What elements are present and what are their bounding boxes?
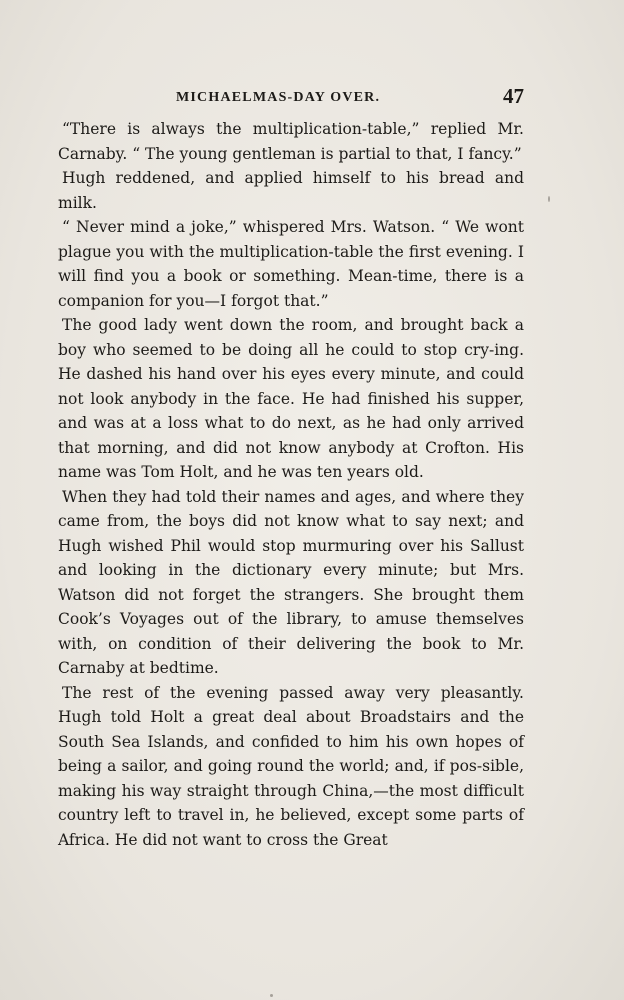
paragraph: Hugh reddened, and applied himself to his bread and milk. bbox=[58, 169, 524, 212]
running-title: MICHAELMAS-DAY OVER. bbox=[176, 90, 381, 105]
page-number: 47 bbox=[503, 84, 524, 108]
running-header bbox=[58, 84, 524, 114]
body-text bbox=[58, 117, 524, 852]
paragraph: “ Never mind a joke,” whispered Mrs. Watson. “ We wont plague you with the multiplication-table the first evening. I will find you a book or something. Mean-time, there is a companion for you—I forgot that.” bbox=[58, 218, 524, 310]
paragraph: When they had told their names and ages, and where they came from, the boys did not know what to say next; and Hugh wished Phil would stop murmuring over his Sallust and looking in the dictionary every minute; but Mrs. Watson did not forget the strangers. She brought them Cook’s Voyages out of the library, to amuse themselves with, on condition of their delivering the book to Mr. Carnaby at bedtime. bbox=[58, 487, 524, 677]
paragraph: “There is always the multiplication-table,” replied Mr. Carnaby. “ The young gentleman is partial to that, I fancy.” bbox=[58, 120, 524, 163]
paper-speck bbox=[270, 994, 273, 997]
paper-speck bbox=[548, 196, 550, 202]
paragraph: The rest of the evening passed away very pleasantly. Hugh told Holt a great deal about Broadstairs and the South Sea Islands, and confided to him his own hopes of being a sailor, and going round the world; and, if pos-sible, making his way straight through China,—the most difficult country left to travel in, he believed, except some parts of Africa. He did not want to cross the Great bbox=[58, 683, 524, 849]
paragraph: The good lady went down the room, and brought back a boy who seemed to be doing all he could to stop cry-ing. He dashed his hand over his eyes every minute, and could not look anybody in the face. He had finished his supper, and was at a loss what to do next, as he had only arrived that morning, and did not know anybody at Crofton. His name was Tom Holt, and he was ten years old. bbox=[58, 316, 524, 481]
